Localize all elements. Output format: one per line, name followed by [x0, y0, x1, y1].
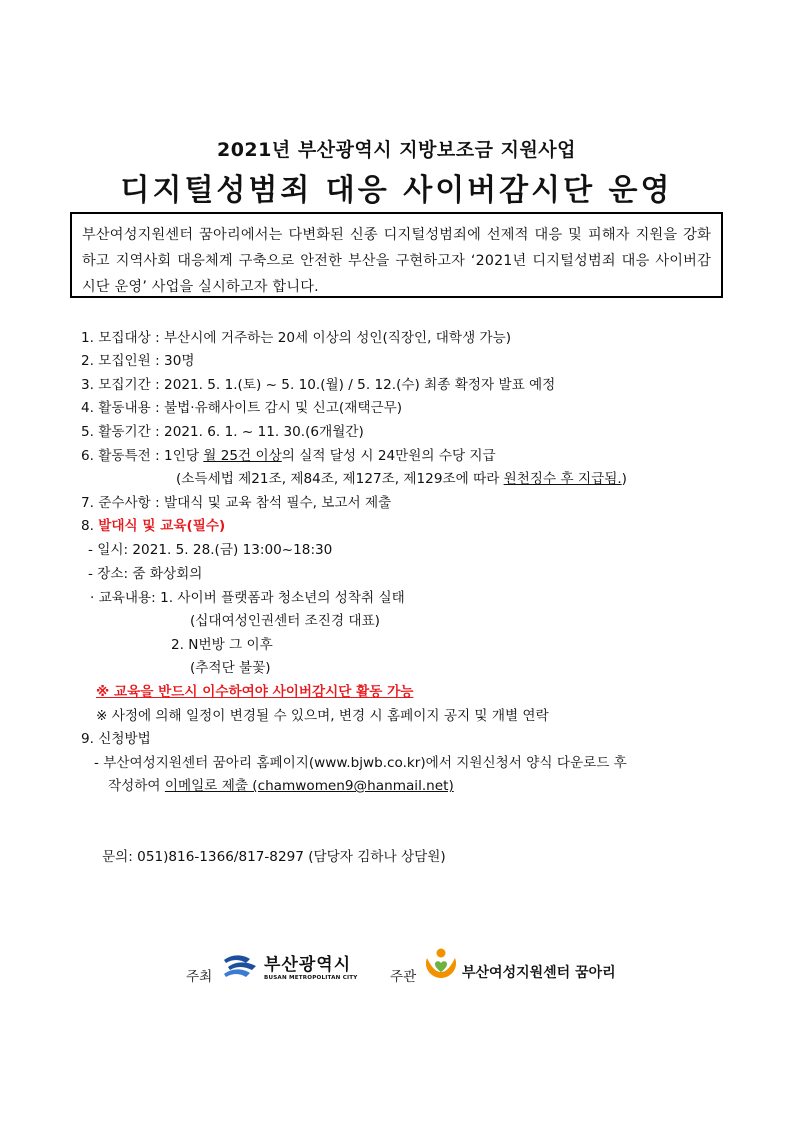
launch-place: - 장소: 줌 화상회의	[88, 566, 203, 582]
notice-schedule-change: ※ 사정에 의해 일정이 변경될 수 있으며, 변경 시 홈페이지 공지 및 개별 연락	[96, 708, 549, 724]
education-topic-1: · 교육내용: 1. 사이버 플랫폼과 청소년의 성착취 실태	[90, 590, 405, 606]
item-activity-benefit	[81, 445, 496, 467]
busan-logo-icon	[220, 950, 260, 982]
benefit-suffix: 의 실적 달성 시 24만원의 수당 지급	[281, 448, 496, 464]
intro-box	[70, 212, 723, 298]
organizer-name: 부산여성지원센터 꿈아리	[462, 965, 616, 981]
item-launch-number: 8.	[81, 518, 99, 534]
item-recruit-count: 2. 모집인원 : 30명	[81, 353, 195, 369]
document-subtitle: 2021년 부산광역시 지방보조금 지원사업	[216, 139, 577, 161]
item-compliance: 7. 준수사항 : 발대식 및 교육 참석 필수, 보고서 제출	[81, 495, 392, 511]
host-label: 주최	[186, 969, 213, 985]
item-activity-period: 5. 활동기간 : 2021. 6. 1. ~ 11. 30.(6개월간)	[81, 424, 364, 440]
item-activity-content: 4. 활동내용 : 불법·유해사이트 감시 및 신고(재택근무)	[81, 400, 403, 416]
item-recruit-target: 1. 모집대상 : 부산시에 거주하는 20세 이상의 성인(직장인, 대학생 가능)	[81, 330, 512, 346]
education-topic-2: 2. N번방 그 이후	[171, 637, 273, 653]
contact-info: 문의: 051)816-1366/817-8297 (담당자 김하나 상담원)	[102, 849, 446, 865]
application-step-1: - 부산여성지원센터 꿈아리 홈페이지(www.bjwb.co.kr)에서 지원신청서 양식 다운로드 후	[94, 755, 627, 771]
item-launch-education	[81, 515, 225, 537]
organizer-label: 주관	[390, 969, 417, 985]
busan-name: 부산광역시	[264, 955, 352, 975]
application-step-2-prefix: 작성하여	[108, 778, 165, 794]
item-recruit-period: 3. 모집기간 : 2021. 5. 1.(토) ~ 5. 10.(월) / 5. 12.(수) 최종 확정자 발표 예정	[81, 377, 556, 393]
application-email-link[interactable]: 이메일로 제출 (chamwomen9@hanmail.net)	[164, 778, 454, 794]
item-application: 9. 신청방법	[81, 731, 151, 747]
intro-text: 부산여성지원센터 꿈아리에서는 다변화된 신종 디지털성범죄에 선제적 대응 및 피해자 지원을 강화하고 지역사회 대응체계 구축으로 안전한 부산을 구현하고자 ‘2021년 디지털성범죄 대응 사이버감시단 운영’ 사업을 실시하고자 합니다.	[82, 227, 711, 295]
benefit-prefix: 6. 활동특전 : 1인당	[81, 448, 204, 464]
benefit-note-emphasis: 원천징수 후 지급됨.	[503, 471, 622, 487]
document-title: 디지털성범죄 대응 사이버감시단 운영	[120, 173, 673, 208]
education-speaker-1: (십대여성인권센터 조진경 대표)	[190, 613, 380, 629]
benefit-note-suffix: )	[621, 471, 627, 487]
busan-wordmark	[264, 950, 358, 981]
application-step-2	[108, 775, 454, 797]
benefit-note	[176, 468, 627, 490]
notice-mandatory-education: ※ 교육을 반드시 이수하여야 사이버감시단 활동 가능	[96, 684, 414, 700]
busan-name-en: BUSAN METROPOLITAN CITY	[264, 975, 358, 981]
kkumari-logo-icon	[421, 944, 461, 984]
item-launch-title: 발대식 및 교육(필수)	[98, 518, 226, 534]
launch-date: - 일시: 2021. 5. 28.(금) 13:00~18:30	[88, 542, 333, 558]
benefit-note-prefix: (소득세법 제21조, 제84조, 제127조, 제129조에 따라	[176, 471, 504, 487]
benefit-condition: 월 25건 이상	[203, 448, 282, 464]
education-speaker-2: (추적단 불꽃)	[190, 660, 271, 676]
